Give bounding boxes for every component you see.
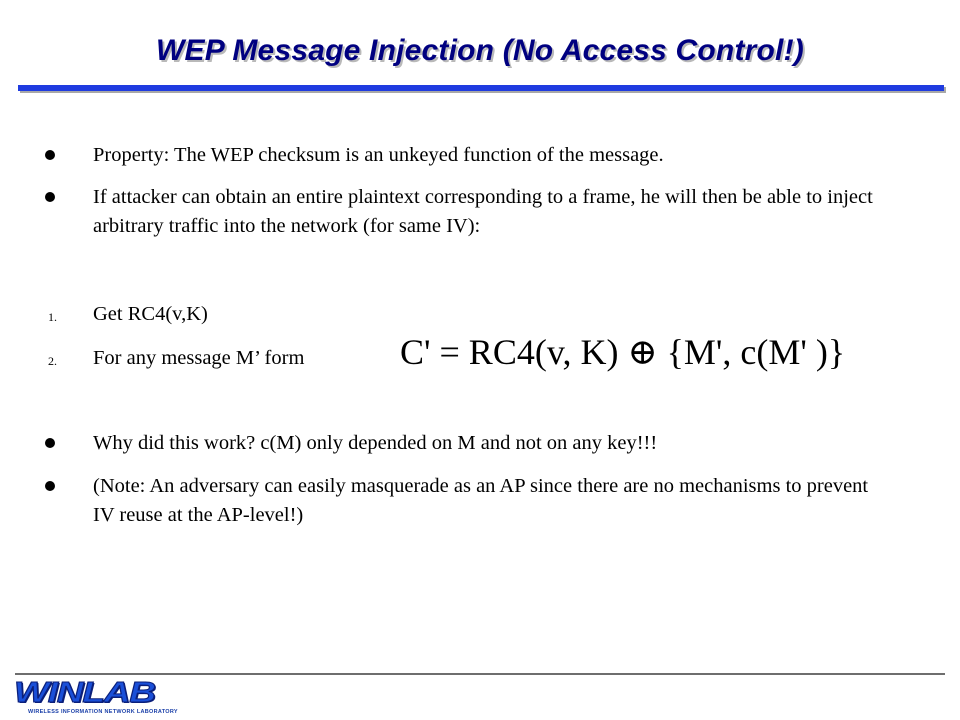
logo-wordmark: WINLAB <box>14 677 155 709</box>
footer-divider <box>15 673 945 675</box>
bullet-why: Why did this work? c(M) only depended on M and not on any key!!! <box>93 432 658 454</box>
bullet-dot <box>45 192 55 202</box>
bullet-dot <box>45 481 55 491</box>
step-get-rc4: Get RC4(v,K) <box>93 303 208 325</box>
step-number: 2. <box>48 354 57 368</box>
bullet-property: Property: The WEP checksum is an unkeyed function of the message. <box>93 144 664 166</box>
bullet-note: (Note: An adversary can easily masquerade as an AP since there are no mechanisms to prevent IV reuse at the AP-level!) <box>93 475 869 526</box>
bullet-dot <box>45 438 55 448</box>
bullet-dot <box>45 150 55 160</box>
winlab-logo <box>14 678 186 718</box>
title-underline <box>18 85 944 91</box>
logo-tagline: WIRELESS INFORMATION NETWORK LABORATORY <box>28 709 178 715</box>
step-number: 1. <box>48 310 57 324</box>
step-form-message: For any message M’ form <box>93 347 305 369</box>
slide-title: WEP Message Injection (No Access Control!) <box>156 34 804 67</box>
injection-formula: C' = RC4(v, K) ⊕ {M', c(M' )} <box>400 332 846 372</box>
bullet-attacker: If attacker can obtain an entire plaintext corresponding to a frame, he will then be able to inject arbitrary traffic into the network (for same IV): <box>93 186 873 237</box>
